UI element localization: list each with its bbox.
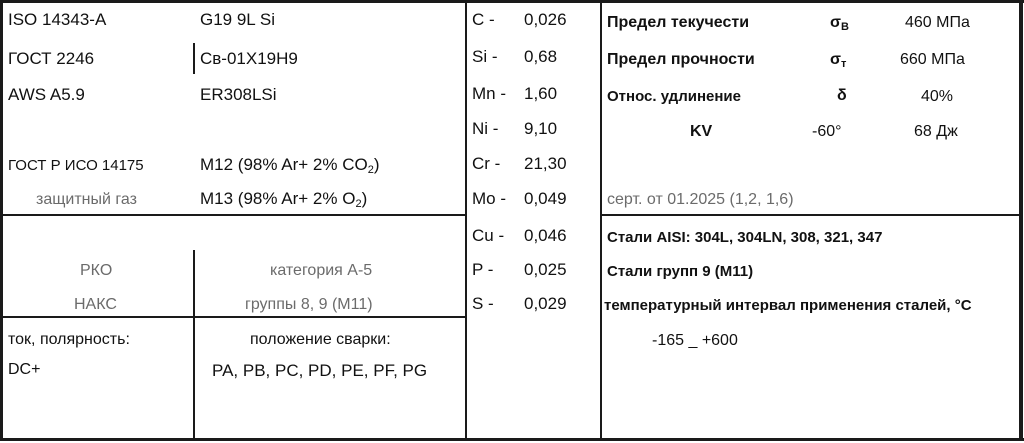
applications-temp-range: -165 _ +600 (652, 332, 738, 349)
divider-col-1 (465, 0, 467, 441)
comp-el-cu: Cu - (472, 226, 505, 245)
divider-inner-top (193, 43, 195, 74)
divider-col-2 (600, 0, 602, 441)
current-label: ток, полярность: (8, 331, 130, 348)
position-label: положение сварки: (250, 331, 391, 348)
standard-name-aws: AWS A5.9 (8, 85, 85, 104)
cert-rko-value: категория А-5 (270, 262, 373, 279)
gas-standard: ГОСТ Р ИСО 14175 (8, 157, 144, 174)
comp-el-p: P - (472, 260, 494, 279)
current-value: DC+ (8, 361, 41, 378)
prop-symbol-elongation: δ (837, 87, 847, 104)
position-value: PA, PB, PC, PD, PE, PF, PG (212, 361, 428, 380)
prop-value-elongation: 40% (921, 88, 954, 105)
frame-right (1019, 0, 1023, 441)
comp-el-si: Si - (472, 47, 498, 66)
divider-inner-bottom (193, 318, 195, 439)
standard-value-gost: Св-01Х19Н9 (200, 49, 298, 68)
frame-left (0, 0, 3, 441)
comp-el-ni: Ni - (472, 119, 499, 138)
comp-val-cr: 21,30 (524, 154, 567, 173)
cert-naks-value: группы 8, 9 (М11) (245, 296, 373, 313)
comp-el-s: S - (472, 294, 494, 313)
comp-val-s: 0,029 (524, 294, 567, 313)
applications-aisi: Стали AISI: 304L, 304LN, 308, 321, 347 (607, 229, 883, 246)
comp-val-c: 0,026 (524, 10, 567, 29)
cert-naks-label: НАКС (74, 296, 117, 313)
standard-name-gost: ГОСТ 2246 (8, 49, 95, 68)
gas-m13: M13 (98% Ar+ 2% $O_2$) (200, 189, 368, 210)
prop-name-kv: KV (690, 123, 713, 140)
frame-top (0, 0, 1024, 3)
prop-name-tensile: Предел прочности (607, 51, 755, 68)
comp-el-mo: Mo - (472, 189, 506, 208)
comp-val-cu: 0,046 (524, 226, 567, 245)
prop-name-yield: Предел текучести (607, 14, 750, 31)
cert-rko-label: РКО (80, 262, 113, 279)
rule-left-1 (0, 214, 467, 216)
comp-el-c: C - (472, 10, 495, 29)
gas-label: защитный газ (36, 191, 137, 208)
comp-val-mo: 0,049 (524, 189, 567, 208)
rule-right-1 (600, 214, 1021, 216)
prop-symbol-yield: $\sigma_В$ (830, 14, 849, 33)
comp-val-mn: 1,60 (524, 84, 558, 103)
applications-temp-label: температурный интервал применения сталей, °С (604, 297, 972, 314)
certificate-date: серт. от 01.2025 (1,2, 1,6) (607, 191, 794, 208)
comp-val-ni: 9,10 (524, 119, 558, 138)
comp-val-p: 0,025 (524, 260, 567, 279)
comp-el-cr: Cr - (472, 154, 501, 173)
comp-val-si: 0,68 (524, 47, 558, 66)
prop-value-tensile: 660 МПа (900, 51, 965, 68)
standard-name-iso: ISO 14343-A (8, 10, 107, 29)
rule-left-2 (0, 316, 467, 318)
comp-el-mn: Mn - (472, 84, 506, 103)
gas-m12: M12 (98% Ar+ 2% $CO_2$) (200, 155, 380, 176)
divider-inner-mid (193, 250, 195, 316)
applications-groups: Стали групп 9 (М11) (607, 263, 754, 280)
standard-value-aws: ER308LSi (200, 85, 277, 104)
prop-name-elongation: Относ. удлинение (607, 88, 741, 105)
prop-temp-kv: -60° (812, 123, 842, 140)
prop-value-kv: 68 Дж (914, 123, 958, 140)
prop-symbol-tensile: $\sigma_т$ (830, 51, 847, 70)
prop-value-yield: 460 МПа (905, 14, 970, 31)
standard-value-iso: G19 9L Si (200, 10, 275, 29)
frame-bottom (0, 438, 1024, 441)
